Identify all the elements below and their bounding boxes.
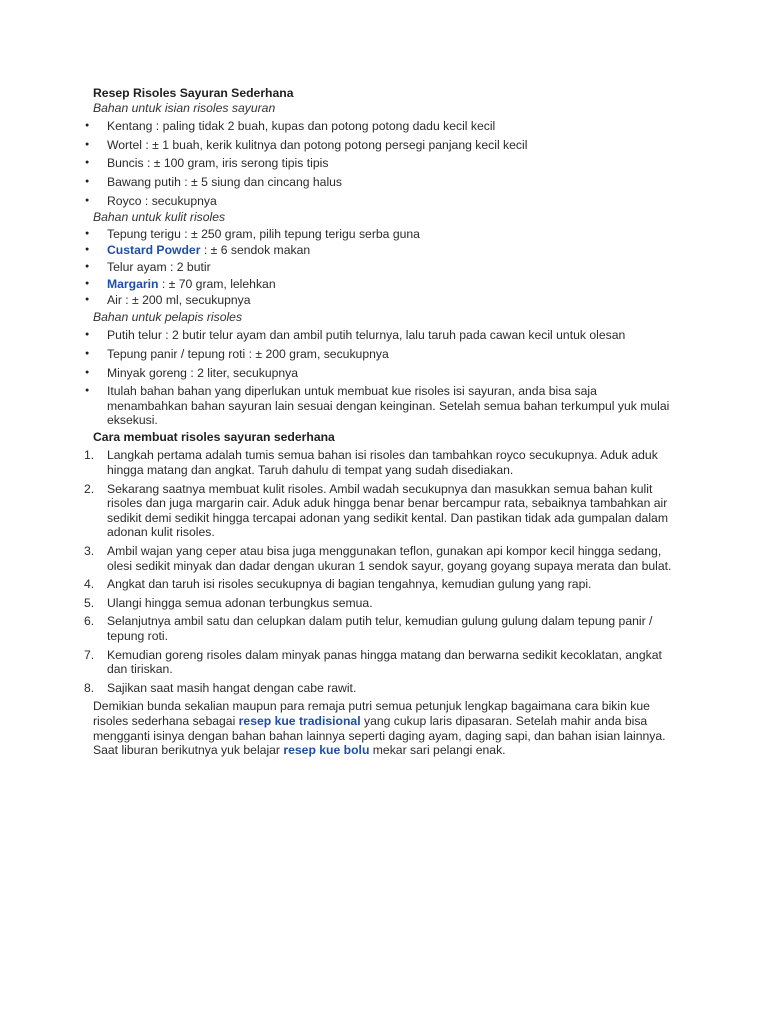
coating-heading: Bahan untuk pelapis risoles: [93, 309, 243, 324]
closing-text: mekar sari pelangi enak.: [369, 743, 506, 758]
step-text: Sajikan saat masih hangat dengan cabe rawit.: [107, 680, 357, 695]
filling-list: [0, 119, 768, 208]
recipe-title: Resep Risoles Sayuran Sederhana: [93, 86, 294, 100]
step-number: 2.: [84, 481, 95, 496]
step-number: 3.: [84, 544, 95, 559]
list-item: ● Itulah bahan bahan yang diperlukan untuk membuat kue risoles isi sayuran, anda bisa saja menambahkan bahan sayuran lain sesuai dengan keinginan. Setelah semua bahan terkumpul yuk mulai eksekusi.: [0, 384, 768, 428]
step-number: 5.: [84, 595, 95, 610]
step-text: Selanjutnya ambil satu dan celupkan dalam putih telur, kemudian gulung gulung dalam tepung panir / tepung roti.: [107, 614, 653, 643]
resep-kue-bolu-link[interactable]: resep kue bolu: [283, 743, 370, 758]
margarin-link[interactable]: Margarin: [107, 276, 159, 291]
step-text: Kemudian goreng risoles dalam minyak panas hingga matang dan berwarna sedikit kecoklatan, angkat dan tiriskan.: [107, 647, 662, 677]
step-text: Angkat dan taruh isi risoles secukupnya di bagian tengahnya, kemudian gulung yang rapi.: [107, 577, 592, 592]
step-item: [0, 577, 768, 592]
step-item: [0, 648, 768, 677]
custard-powder-link[interactable]: Custard Powder: [107, 243, 201, 258]
step-number: 8.: [84, 680, 95, 695]
resep-kue-tradisional-link[interactable]: resep kue tradisional: [238, 713, 361, 728]
step-text: Langkah pertama adalah tumis semua bahan isi risoles dan tambahkan royco secukupnya. Aduk aduk hingga matang dan angkat. Taruh dahulu di tempat yang sudah disediakan.: [107, 448, 658, 478]
closing-text: yang cukup laris dipasaran. Setelah mahir anda bisa mengganti isinya dengan bahan bahan lainnya seperti daging ayam, daging sapi, dan bahan isian lainnya. Saat liburan berikutnya yuk belajar: [93, 713, 666, 758]
list-item: ● Putih telur : 2 butir telur ayam dan ambil putih telurnya, lalu taruh pada cawan kecil untuk olesan: [0, 328, 768, 343]
list-item: ● Bawang putih : ± 5 siung dan cincang halus: [0, 175, 768, 190]
list-item: [0, 277, 768, 292]
step-item: [0, 596, 768, 611]
step-text: Ulangi hingga semua adonan terbungkus semua.: [107, 595, 373, 610]
document-page: [0, 86, 768, 758]
filling-heading: Bahan untuk isian risoles sayuran: [93, 100, 276, 115]
list-item-text: : ± 6 sendok makan: [200, 243, 311, 258]
list-item: ● Royco : secukupnya: [0, 194, 768, 209]
list-item-text: : ± 70 gram, lelehkan: [158, 276, 276, 291]
step-item: [0, 614, 768, 643]
step-item: [0, 681, 768, 696]
step-item: [0, 448, 768, 477]
method-steps: [0, 448, 768, 695]
step-item: [0, 482, 768, 540]
step-number: 7.: [84, 647, 95, 662]
list-item: ● Telur ayam : 2 butir: [0, 260, 768, 275]
list-item: ● Tepung panir / tepung roti : ± 200 gram, secukupnya: [0, 347, 768, 362]
closing-paragraph: [93, 699, 666, 757]
list-item: ● Buncis : ± 100 gram, iris serong tipis tipis: [0, 156, 768, 171]
step-item: [0, 544, 768, 573]
step-text: Sekarang saatnya membuat kulit risoles. Ambil wadah secukupnya dan masukkan semua bahan kulit risoles dan juga margarin cair. Aduk aduk hingga benar benar bercampur rata, sebaiknya tambahkan air sedikit demi sedikit hingga tercapai adonan yang sedikit kental. Dan pastikan tidak ada gumpalan dalam adonan kulit risoles.: [107, 481, 668, 540]
skin-list: [0, 227, 768, 308]
step-number: 4.: [84, 577, 95, 592]
list-item: ● Wortel : ± 1 buah, kerik kulitnya dan potong potong persegi panjang kecil kecil: [0, 138, 768, 153]
step-number: 6.: [84, 614, 95, 629]
list-item: ● Minyak goreng : 2 liter, secukupnya: [0, 366, 768, 381]
list-item: ● Air : ± 200 ml, secukupnya: [0, 293, 768, 308]
closing-text: Demikian bunda sekalian maupun para remaja putri semua petunjuk lengkap bagaimana cara bikin kue risoles sederhana sebagai: [93, 699, 650, 728]
list-item: ● Tepung terigu : ± 250 gram, pilih tepung terigu serba guna: [0, 227, 768, 242]
step-text: Ambil wajan yang ceper atau bisa juga menggunakan teflon, gunakan api kompor kecil hingga sedang, olesi sedikit minyak dan dadar dengan ukuran 1 sendok sayur, goyang goyang supaya merata dan bulat.: [107, 544, 672, 573]
coating-list: [0, 328, 768, 428]
skin-heading: Bahan untuk kulit risoles: [93, 210, 226, 225]
list-item: ● Kentang : paling tidak 2 buah, kupas dan potong potong dadu kecil kecil: [0, 119, 768, 134]
list-item: [0, 243, 768, 258]
step-number: 1.: [84, 448, 95, 463]
method-heading: Cara membuat risoles sayuran sederhana: [93, 429, 335, 444]
